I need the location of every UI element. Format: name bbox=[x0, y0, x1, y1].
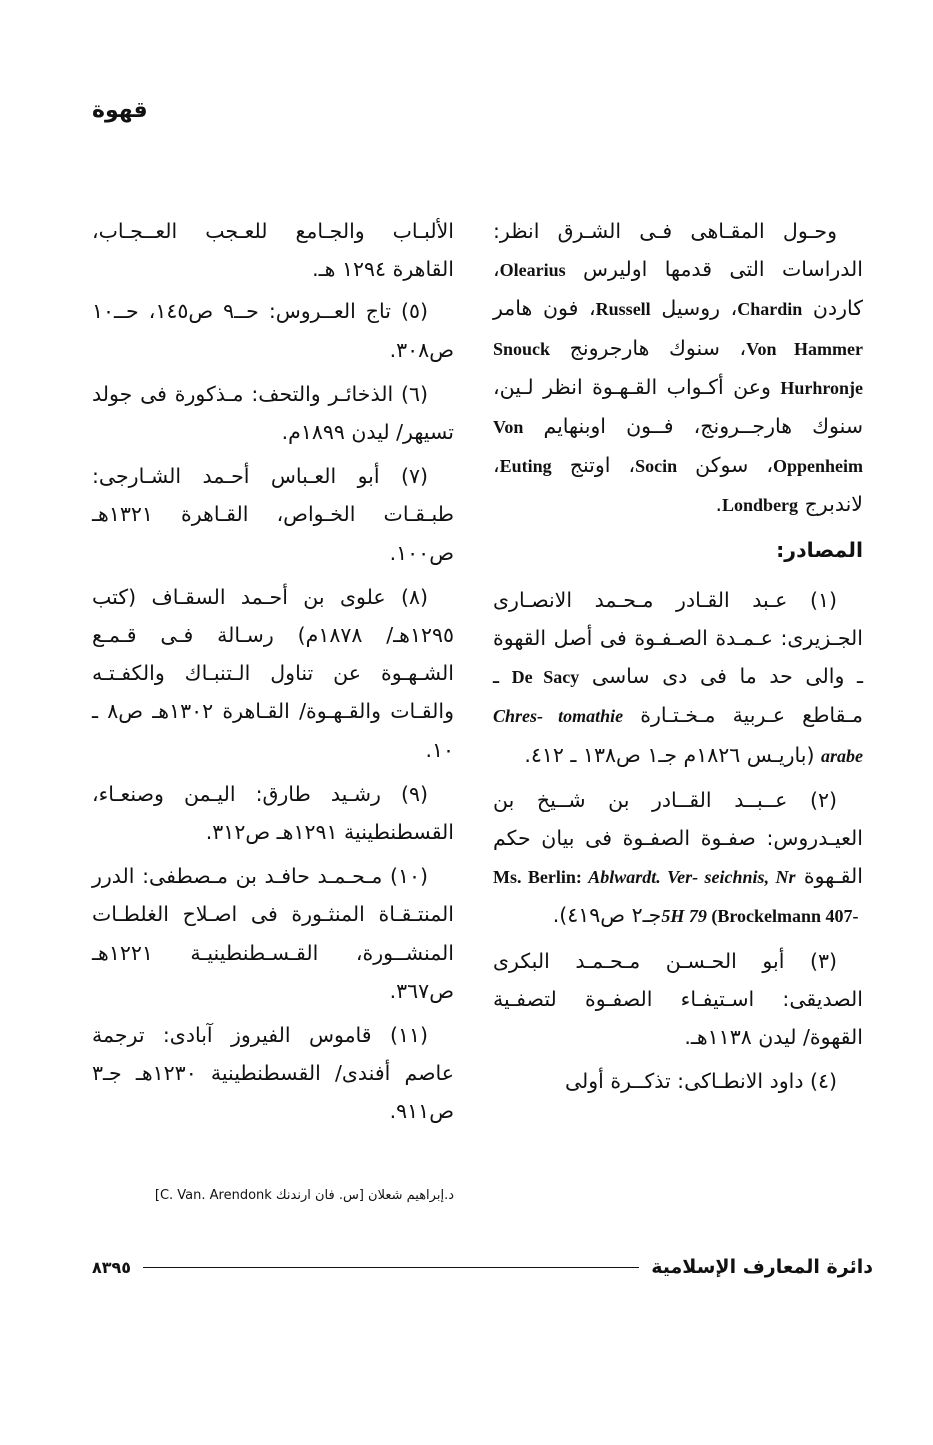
source-entry-8: (٨) علوى بن أحـمد السقـاف (كتب ١٢٩٥هـ/ ١٨٧٨م) رسـالة فـى قـمـع الشـهـوة عن تناول الـتنبـاك والكفـتـه والقـات والقـهـوة/ القـاهرة ١٣٠٢هـ ص٨ ـ ١٠. bbox=[92, 584, 454, 762]
text-run: ، روسيل bbox=[650, 296, 738, 321]
right-column bbox=[493, 212, 863, 1106]
source-entry-10: (١٠) مـحـمـد حافـد بن مـصطفى: الدرر المنتـقـاة المنثـورة فى اصـلاح الغلطـات المنشــورة، القـسـطنطينيـة ١٢٢١هـ ص٣٦٧. bbox=[92, 864, 454, 1003]
latin-name: Chardin bbox=[737, 299, 803, 320]
page-number: ٨٣٩٥ bbox=[92, 1257, 132, 1277]
text-run: (١) عـبد القـادر مـحـمد الانصـارى الجـزيرى: عـمـدة الصـفـوة فى أصل القهوة ـ والى حد ما فى دى ساسى bbox=[493, 587, 863, 689]
text-run: ، اوتنج bbox=[551, 453, 636, 478]
text-run: ، سوكن bbox=[677, 453, 773, 478]
text-run: جـ٢ ص٤١٩). bbox=[552, 903, 662, 928]
left-column bbox=[92, 212, 454, 1137]
latin-name: Von Oppenheim bbox=[493, 417, 864, 477]
source-entry-3: (٣) أبو الحـسـن مـحـمـد البكرى الصديقى: اسـتيفـاء الصفـوة لتصفـية القهوة/ ليدن ١١٣٨هـ. bbox=[493, 948, 863, 1050]
footer-divider bbox=[143, 1267, 639, 1268]
latin-name: Russell bbox=[595, 299, 651, 320]
text-run: وحـول المقـاهى فـى الشـرق انظر: الدراسات التى قدمها اوليرس bbox=[493, 219, 863, 282]
text-run: ، فون هامر bbox=[493, 296, 596, 321]
source-entry-1 bbox=[493, 581, 863, 775]
source-entry-2 bbox=[493, 781, 863, 936]
latin-name: Olearius bbox=[499, 260, 566, 281]
latin-title: Ablwardt. Ver- seichnis, Nr 5H 79 bbox=[588, 867, 796, 927]
text-run: ـ مـقاطع عـربية مـخـتـارة bbox=[493, 664, 863, 728]
latin-name: Londberg bbox=[722, 495, 799, 516]
latin-name: Snouck Hurhronje bbox=[493, 338, 863, 398]
text-run: (٢) عــبــد القــادر بن شــيخ بن العيـدروس: صفـوة الصفـوة فى بيان حكم القـهوة bbox=[493, 787, 863, 889]
latin-name: (Brockelmann 407- bbox=[706, 906, 863, 927]
latin-name: Ms. Berlin: bbox=[493, 867, 589, 888]
author-attribution: د.إبراهيم شعلان [س. فان ارندنك C. Van. Arendonk] bbox=[154, 1188, 454, 1203]
latin-name: Euting bbox=[499, 456, 552, 477]
latin-name: De Sacy bbox=[511, 667, 580, 688]
text-run: وعن أكـواب القـهـوة انظر لـين، سنوك هارجــرونج، فــون اوبنهايم bbox=[493, 374, 863, 439]
text-run: ، لاندبرج bbox=[493, 453, 863, 517]
source-entry-9: (٩) رشـيد طارق: اليـمن وصنعـاء، القسطنطينية ١٢٩١هـ ص٣١٢. bbox=[92, 781, 454, 845]
intro-paragraph bbox=[493, 212, 863, 525]
source-entry-7: (٧) أبو العـباس أحـمد الشـارجى: طبـقـات الخـواص، القـاهرة ١٣٢١هـ ص١٠٠. bbox=[92, 464, 454, 565]
encyclopedia-title: دائرة المعارف الإسلامية bbox=[651, 1256, 873, 1278]
latin-name: Socin bbox=[635, 456, 678, 477]
source-entry-4: (٤) داود الانطـاكى: تذكــرة أولى bbox=[564, 1069, 837, 1094]
sources-heading: المصادر: bbox=[776, 537, 863, 562]
latin-title: Chres- tomathie arabe bbox=[493, 706, 863, 766]
continued-entry-4: الألبـاب والجـامع للعـجب العــجـاب، القاهرة ١٢٩٤ هـ. bbox=[92, 219, 454, 282]
page-footer bbox=[92, 1252, 873, 1282]
text-run: . bbox=[715, 492, 723, 517]
latin-name: Von Hammer bbox=[746, 338, 864, 359]
page-header-title: قهوة bbox=[92, 98, 148, 123]
text-run: ، كاردن bbox=[493, 257, 863, 321]
source-entry-6: (٦) الذخائـر والتحف: مـذكورة فى جولد تسيهر/ ليدن ١٨٩٩م. bbox=[92, 381, 454, 445]
source-entry-5: (٥) تاج العــروس: حــ٩ ص١٤٥، حــ١٠ ص٣٠٨. bbox=[92, 299, 454, 362]
source-entry-11: (١١) قاموس الفيروز آبادى: ترجمة عاصم أفندى/ القسطنطينية ١٢٣٠هـ جـ٣ ص٩١١. bbox=[92, 1023, 454, 1124]
text-run: (باريـس ١٨٢٦م جـ١ ص١٣٨ ـ ٤١٢. bbox=[524, 742, 821, 767]
text-run: ، سنوك هارجرونج bbox=[550, 335, 747, 360]
